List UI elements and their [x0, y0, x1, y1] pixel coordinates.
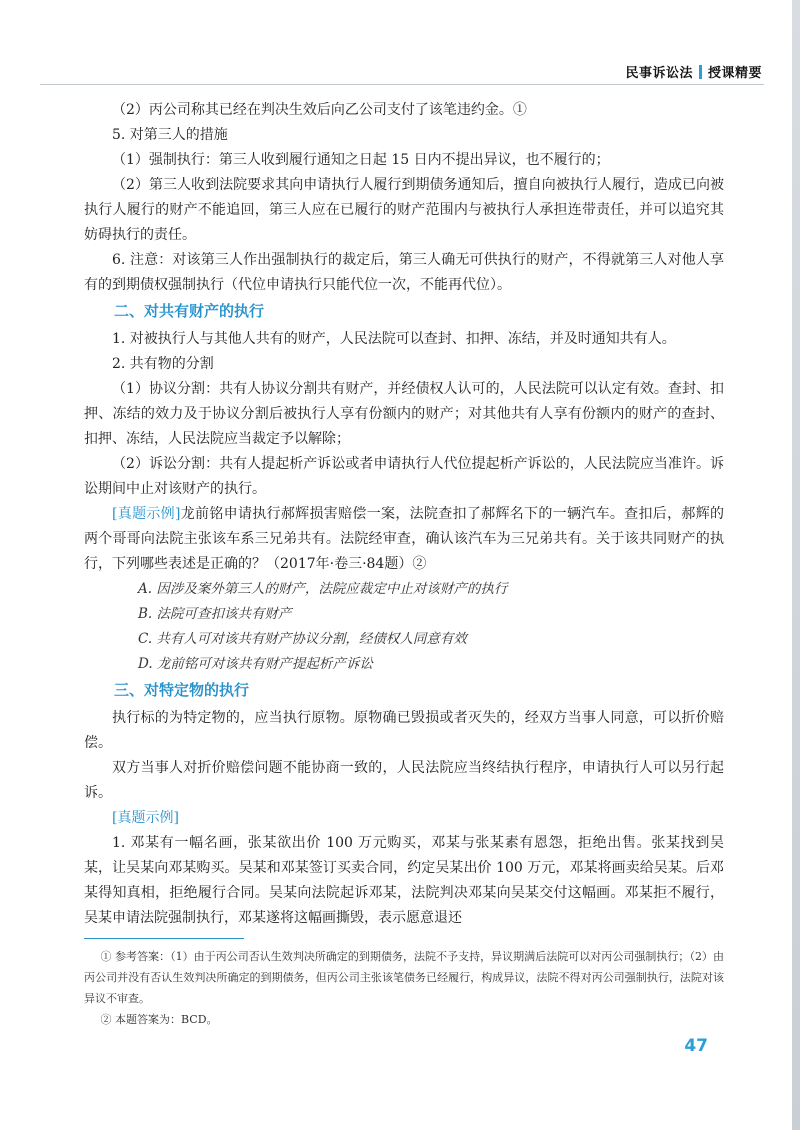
option-b: B. 法院可查扣该共有财产 — [138, 606, 292, 622]
option-a: A. 因涉及案外第三人的财产，法院应裁定中止对该财产的执行 — [138, 581, 508, 597]
paragraph: 5. 对第三人的措施 — [112, 127, 228, 143]
paragraph: 6. 注意：对该第三人作出强制执行的裁定后，第三人确无可供执行的财产，不得就第三人对他人享有的到期债权强制执行（代位申请执行只能代位一次，不能再代位）。 — [84, 252, 724, 293]
footnote-rule — [84, 938, 244, 939]
example-paragraph — [84, 502, 724, 577]
example-tag: [真题示例] — [112, 506, 181, 522]
section-heading: 二、对共有财产的执行 — [114, 302, 265, 320]
section-heading: 三、对特定物的执行 — [114, 681, 250, 699]
paragraph: （1）协议分割：共有人协议分割共有财产，并经债权人认可的，人民法院可以认定有效。查封、扣押、冻结的效力及于协议分割后被执行人享有份额内的财产；对其他共有人享有份额内的财产的查封、扣押、冻结，人民法院应当裁定予以解除； — [84, 381, 724, 447]
page-edge-strip — [792, 0, 800, 1130]
header-rule — [40, 84, 764, 85]
option-d: D. 龙前铭可对该共有财产提起析产诉讼 — [138, 656, 373, 672]
paragraph: 2. 共有物的分割 — [112, 356, 214, 372]
header-section: 授课精要 — [707, 66, 762, 81]
main-content — [84, 98, 724, 931]
page-number: 47 — [684, 1036, 708, 1056]
footnote-1: ① 参考答案：（1）由于丙公司否认生效判决所确定的到期债务，法院不予支持，异议期满后法院可以对丙公司强制执行；（2）由丙公司并没有否认生效判决所确定的到期债务，但丙公司主张该笔债务已经履行，构成异议，法院不得对丙公司强制执行，法院对该异议不审查。 — [84, 950, 724, 1005]
example-tag-line — [84, 806, 724, 831]
paragraph: （2）丙公司称其已经在判决生效后向乙公司支付了该笔违约金。① — [112, 102, 527, 118]
footnote-2: ② 本题答案为：BCD。 — [100, 1013, 218, 1026]
header-book-title: 民事诉讼法 — [625, 66, 693, 81]
header-separator — [699, 65, 702, 79]
footnotes — [84, 946, 724, 1030]
option-c: C. 共有人可对该共有财产协议分割，经债权人同意有效 — [138, 631, 467, 647]
example-text: 龙前铭申请执行郝辉损害赔偿一案，法院查扣了郝辉名下的一辆汽车。查扣后，郝辉的两个哥哥向法院主张该车系三兄弟共有。法院经审查，确认该汽车为三兄弟共有。关于该共同财产的执行，下列哪些表述是正确的？（2017年·卷三·84题）② — [84, 506, 724, 572]
paragraph: 1. 对被执行人与其他人共有的财产，人民法院可以查封、扣押、冻结，并及时通知共有人。 — [112, 331, 676, 347]
paragraph: （1）强制执行：第三人收到履行通知之日起 15 日内不提出异议，也不履行的； — [112, 152, 610, 168]
example-tag: [真题示例] — [112, 810, 179, 826]
paragraph: 执行标的为特定物的，应当执行原物。原物确已毁损或者灭失的，经双方当事人同意，可以折价赔偿。 — [84, 710, 724, 751]
running-header — [625, 62, 762, 81]
example-paragraph: 1. 邓某有一幅名画，张某欲出价 100 万元购买，邓某与张某素有恩怨，拒绝出售。张某找到吴某，让吴某向邓某购买。吴某和邓某签订买卖合同，约定吴某出价 100 万元，邓某将画卖给吴某。后邓某得知真相，拒绝履行合同。吴某向法院起诉邓某，法院判决邓某向吴某交付这幅画。邓某拒不履行，吴某申请法院强制执行，邓某遂将这幅画撕毁，表示愿意退还 — [84, 835, 724, 926]
paragraph: （2）第三人收到法院要求其向申请执行人履行到期债务通知后，擅自向被执行人履行，造成已向被执行人履行的财产不能追回，第三人应在已履行的财产范围内与被执行人承担连带责任，并可以追究其妨碍执行的责任。 — [84, 177, 724, 243]
paragraph: 双方当事人对折价赔偿问题不能协商一致的，人民法院应当终结执行程序，申请执行人可以另行起诉。 — [84, 760, 724, 801]
paragraph: （2）诉讼分割：共有人提起析产诉讼或者申请执行人代位提起析产诉讼的，人民法院应当准许。诉讼期间中止对该财产的执行。 — [84, 456, 724, 497]
